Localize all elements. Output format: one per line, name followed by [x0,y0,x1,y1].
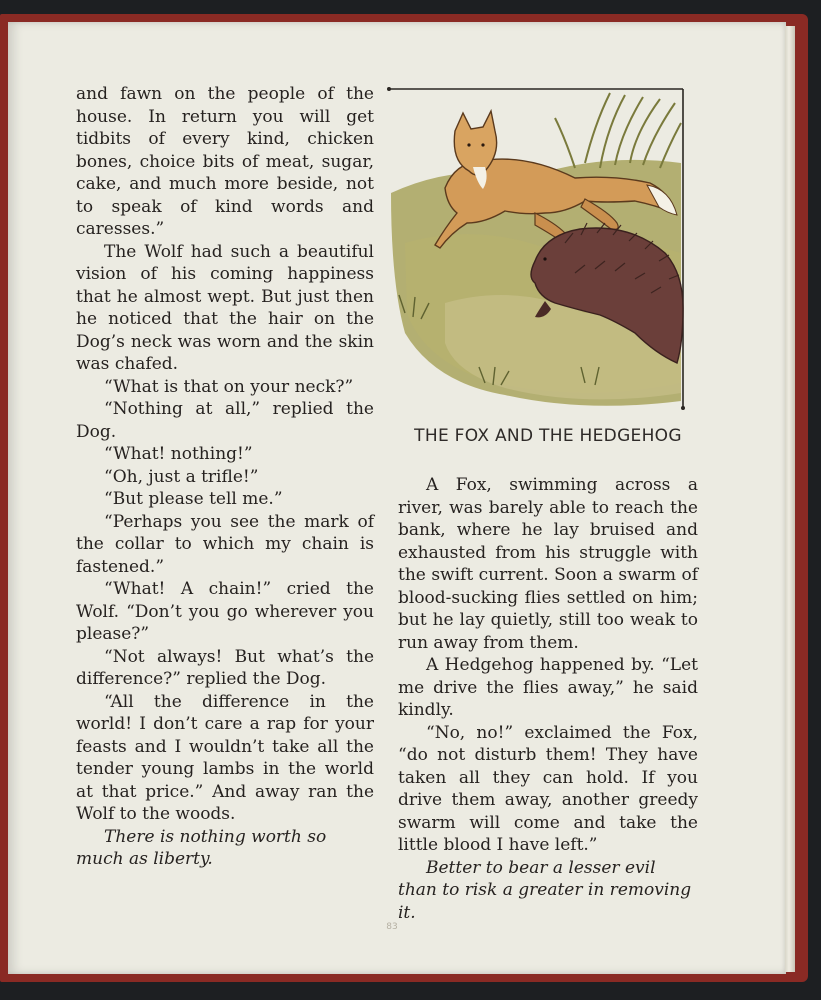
paragraph: “Oh, just a trifle!” [104,466,259,487]
paragraph: “Perhaps you see the mark of the collar to which my chain is fastened.” [76,511,374,577]
paragraph: A Hedgehog happened by. “Let me drive the flies away,” he said kindly. [398,655,698,720]
paragraph: “Nothing at all,” replied the Dog. [76,399,374,442]
paragraph: “What is that on your neck?” [104,376,354,397]
moral-text: There is nothing worth so much as liberty. [76,826,327,869]
paragraph: “All the difference in the world! I don’t care a rap for your feasts and I wouldn’t take all the tender young lambs in the world at that price.” And away ran the Wolf to the woods. [76,691,374,824]
page-number: 83 [386,922,398,932]
moral-text: Better to bear a lesser evil than to risk a greater in removing it. [398,857,692,923]
paragraph: “What! A chain!” cried the Wolf. “Don’t you go wherever you please?” [76,579,374,644]
right-column-text [398,474,698,924]
paragraph: “What! nothing!” [104,444,253,464]
left-column-text [76,83,374,871]
page-edges [785,26,795,972]
fox-hedgehog-illustration [385,83,689,413]
paragraph: “But please tell me.” [104,489,283,509]
story-title: THE FOX AND THE HEDGEHOG [414,426,682,446]
paragraph: The Wolf had such a beautiful vision of his coming happiness that he almost wept. But just then he noticed that the hair on the Dog’s neck was worn and the skin was chafed. [76,241,374,374]
paragraph: “Not always! But what’s the difference?” replied the Dog. [76,646,374,689]
paragraph: “No, no!” exclaimed the Fox, “do not disturb them! They have taken all they can hold. If you drive them away, another greedy swarm will come and take the little blood I have left.” [398,722,698,855]
paragraph: A Fox, swimming across a river, was barely able to reach the bank, where he lay bruised and exhausted from his struggle with the swift current. Soon a swarm of blood-sucking flies settled on him; but he lay quietly, still too weak to run away from them. [398,475,698,653]
paragraph: and fawn on the people of the house. In return you will get tidbits of every kind, chicken bones, choice bits of meat, sugar, cake, and much more beside, not to speak of kind words and caresses.” [76,84,374,239]
